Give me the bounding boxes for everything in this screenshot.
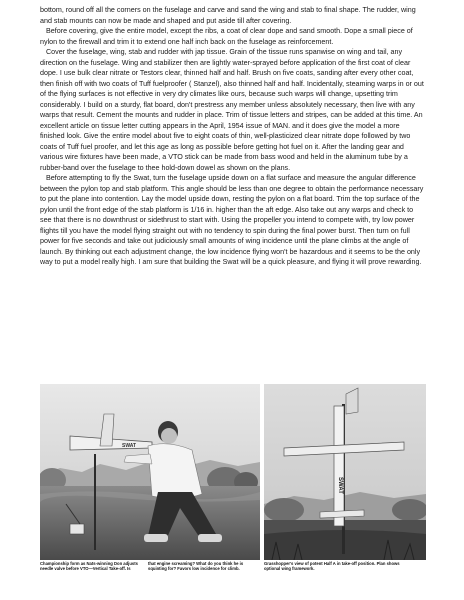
photo-model-takeoff-position (264, 384, 426, 560)
paragraph-3: Cover the fuselage, wing, stab and rudder with jap tissue. Grain of the tissue runs spanwise on wing and tail, any direction on the fuselage. Wing and stabilizer then are lightly water-sprayed before application of the first coat of clear dope. I use bulk clear nitrate or Testors clear, thinned half and half. Brush on five coats, sanding after every other coat, then finish off with two coats of Tuff fuelproofer ( Stanzel), also thinned half and half. Incidentally, steaming warps in or out of the flying surfaces is not effective in very dry climates like ours, because such warps will change, upsetting trim considerably. I build on a sturdy, flat board, don't prestress any member unless absolutely necessary, then live with any warps that result. Cement the mounts and rudder in place. Trim of tissue letters and stripes, can be added at this time. An excellent article on tissue letter cutting appears in the April, 1954 issue of MAN. and it does give the model a more finished look. Give the entire model about five to eight coats of thin, well-plasticized clear nitrate dope followed by two coats of Tuff fuel proofer, and let this age as long as possible before getting hot fuel on it. After the landing gear and various wire fixtures have been made, a VTO stick can be made from bass wood and held in the aluminum tube by a rubber-band over the fuselage to thee hold-down dowel as shown on the plans. (40, 48, 424, 172)
right-fuselage-lettering: SWAT (337, 477, 343, 494)
paragraph-2: Before covering, give the entire model, except the ribs, a coat of clear dope and sand smooth. Dope a small piece of nylon to the firewall and trim it to extend one half inch back on the fuselage as reinforcement. (40, 27, 413, 46)
photo-captions (40, 561, 426, 591)
photo-modeler-adjusting-engine (40, 384, 260, 560)
article-body (40, 5, 426, 268)
left-fuselage-lettering: SWAT (122, 443, 137, 449)
caption-left-part-2: that engine screaming? What do you think he is squinting for? Favors low incidence for climb. (148, 561, 244, 572)
paragraph-1: bottom, round off all the corners on the fuselage and carve and sand the wing and stab to final shape. The rudder, wing and stab mounts can now be made and shaped and put aside till after covering. (40, 6, 416, 25)
caption-left-part-1: Championship form as Nats-winning Don adjusts needle valve before VTO—Vertical Take-off. Is (40, 561, 138, 572)
photo-right-illustration (264, 384, 426, 560)
caption-right: Grasshopper's view of potent Half A in take-off position. Plan shows optional wing framework. (264, 561, 400, 572)
photo-left-illustration (40, 384, 260, 560)
paragraph-4: Before attempting to fly the Swat, turn the fuselage upside down on a flat surface and measure the angular difference between the pylon top and stab platform. This angle should be less than one degree to obtain the performance necessary to put the plane into contention. Lay the model upside down, resting the pylon on a flat board. Trim the top surface of the pylon until the front edge of the stab platform is 1/16 in. higher than the aft edge. Also take out any warps and check to see that there is no downthrust or sidethrust to start with. Using the propeller you intend to compete with, try low power flights till you have the model flying straight out with no tendency to spin during the final power burst. Then turn on full power for five seconds and take out judiciously small amounts of wing incidence until the plane climbs at the angle of launch. By thinking out each adjustment change, the low incidence flying won't be hazardous and it seems to be the only way to put a model really high. I am sure that building the Swat will be a quick pleasure, and flying it will prove rewarding. (40, 174, 424, 266)
photo-row (40, 384, 426, 590)
